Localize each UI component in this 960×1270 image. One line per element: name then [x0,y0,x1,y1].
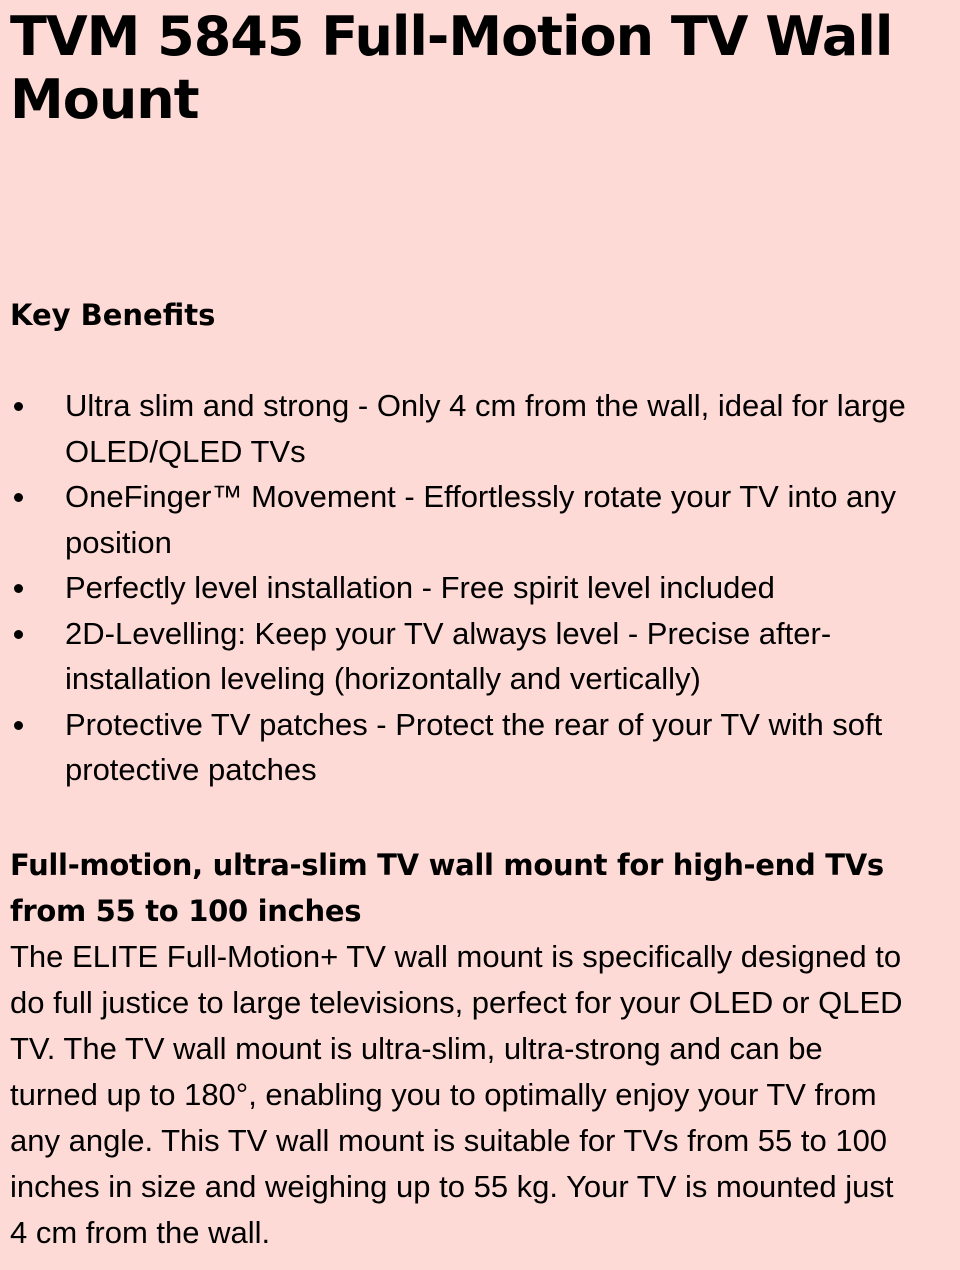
benefit-item [10,474,945,565]
bullet-icon [14,630,23,639]
bullet-icon [14,402,23,411]
benefit-text: OneFinger™ Movement - Effortlessly rotate your TV into any position [65,479,897,560]
bullet-icon [14,584,23,593]
benefit-text: Protective TV patches - Protect the rear of your TV with soft protective patches [65,706,883,787]
description-body: The ELITE Full-Motion+ TV wall mount is specifically designed to do full justice to large televisions, perfect for your OLED or QLED TV. The TV wall mount is ultra-slim, ultra-strong and can be turned up to 180°, enabling you to optimally enjoy your TV from any angle. This TV wall mount is suitable for TVs from 55 to 100 inches in size and weighing up to 55 kg. Your TV is mounted just 4 cm from the wall. [10,939,903,1250]
benefit-item [10,383,945,474]
key-benefits-heading: Key Benefits [10,298,216,332]
product-title: TVM 5845 Full-Motion TV Wall Mount [10,5,893,131]
benefit-item [10,611,945,702]
benefit-text: Perfectly level installation - Free spirit level included [65,570,775,605]
key-benefits-list [10,383,950,793]
benefit-item [10,565,945,611]
benefit-text: Ultra slim and strong - Only 4 cm from the wall, ideal for large OLED/QLED TVs [65,388,906,469]
bullet-icon [14,721,23,730]
benefit-text: 2D-Levelling: Keep your TV always level - Precise after-installation leveling (horizontally and vertically) [65,615,832,696]
bullet-icon [14,493,23,502]
description-heading: Full-motion, ultra-slim TV wall mount for high-end TVs from 55 to 100 inches [10,848,884,928]
description-section [10,842,955,1256]
benefit-item [10,702,945,793]
